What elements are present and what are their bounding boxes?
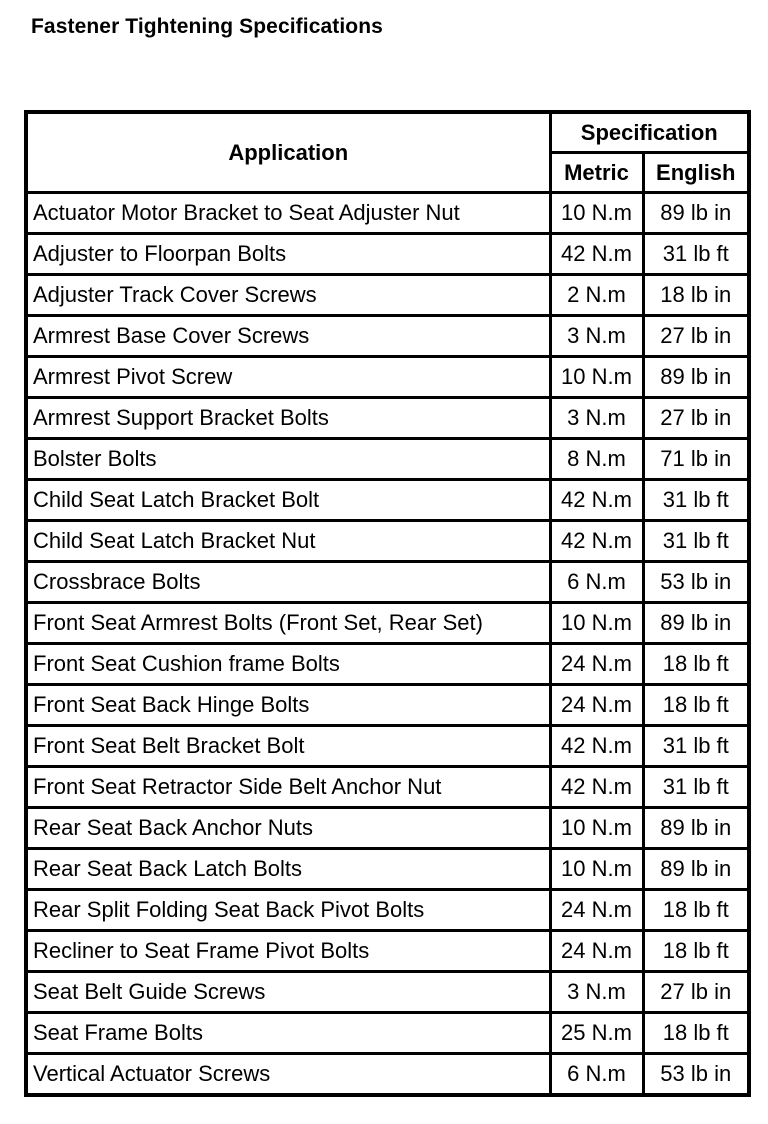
english-cell: 89 lb in (643, 849, 749, 890)
metric-cell: 42 N.m (550, 234, 643, 275)
application-cell: Child Seat Latch Bracket Bolt (26, 480, 550, 521)
table-row (26, 890, 749, 931)
english-cell: 89 lb in (643, 808, 749, 849)
english-header: English (643, 153, 749, 193)
table-row (26, 480, 749, 521)
english-cell: 31 lb ft (643, 480, 749, 521)
english-cell: 18 lb in (643, 275, 749, 316)
table-body (26, 193, 749, 1096)
application-cell: Rear Seat Back Latch Bolts (26, 849, 550, 890)
english-cell: 18 lb ft (643, 931, 749, 972)
page-title: Fastener Tightening Specifications (31, 15, 383, 38)
metric-cell: 24 N.m (550, 644, 643, 685)
application-cell: Front Seat Armrest Bolts (Front Set, Rear Set) (26, 603, 550, 644)
application-cell: Adjuster to Floorpan Bolts (26, 234, 550, 275)
table-row (26, 275, 749, 316)
english-cell: 27 lb in (643, 316, 749, 357)
application-cell: Armrest Base Cover Screws (26, 316, 550, 357)
table-row (26, 931, 749, 972)
table-row (26, 1013, 749, 1054)
fastener-spec-table (24, 110, 751, 1097)
english-cell: 89 lb in (643, 603, 749, 644)
english-cell: 31 lb ft (643, 767, 749, 808)
application-cell: Front Seat Retractor Side Belt Anchor Nut (26, 767, 550, 808)
table-row (26, 644, 749, 685)
application-cell: Bolster Bolts (26, 439, 550, 480)
table-header (26, 112, 749, 193)
metric-cell: 10 N.m (550, 357, 643, 398)
table-row (26, 316, 749, 357)
application-cell: Crossbrace Bolts (26, 562, 550, 603)
table-row (26, 972, 749, 1013)
application-cell: Front Seat Back Hinge Bolts (26, 685, 550, 726)
table-row (26, 685, 749, 726)
application-cell: Front Seat Belt Bracket Bolt (26, 726, 550, 767)
metric-cell: 3 N.m (550, 972, 643, 1013)
application-cell: Adjuster Track Cover Screws (26, 275, 550, 316)
table-row (26, 603, 749, 644)
metric-cell: 10 N.m (550, 808, 643, 849)
application-header: Application (26, 112, 550, 193)
table-row (26, 398, 749, 439)
table-row (26, 521, 749, 562)
table-row (26, 849, 749, 890)
english-cell: 18 lb ft (643, 644, 749, 685)
metric-cell: 10 N.m (550, 603, 643, 644)
application-cell: Vertical Actuator Screws (26, 1054, 550, 1096)
metric-cell: 24 N.m (550, 685, 643, 726)
application-cell: Seat Frame Bolts (26, 1013, 550, 1054)
english-cell: 18 lb ft (643, 685, 749, 726)
application-cell: Child Seat Latch Bracket Nut (26, 521, 550, 562)
english-cell: 31 lb ft (643, 234, 749, 275)
metric-cell: 42 N.m (550, 726, 643, 767)
metric-cell: 24 N.m (550, 931, 643, 972)
application-cell: Actuator Motor Bracket to Seat Adjuster Nut (26, 193, 550, 234)
application-cell: Seat Belt Guide Screws (26, 972, 550, 1013)
metric-cell: 6 N.m (550, 562, 643, 603)
english-cell: 71 lb in (643, 439, 749, 480)
table-row (26, 193, 749, 234)
application-cell: Armrest Support Bracket Bolts (26, 398, 550, 439)
table-row (26, 1054, 749, 1096)
application-cell: Rear Seat Back Anchor Nuts (26, 808, 550, 849)
table-row (26, 726, 749, 767)
table-row (26, 562, 749, 603)
metric-cell: 42 N.m (550, 767, 643, 808)
metric-cell: 24 N.m (550, 890, 643, 931)
metric-cell: 25 N.m (550, 1013, 643, 1054)
table-row (26, 808, 749, 849)
metric-cell: 10 N.m (550, 193, 643, 234)
table-row (26, 767, 749, 808)
metric-cell: 3 N.m (550, 316, 643, 357)
english-cell: 53 lb in (643, 562, 749, 603)
application-cell: Recliner to Seat Frame Pivot Bolts (26, 931, 550, 972)
metric-cell: 10 N.m (550, 849, 643, 890)
specification-header: Specification (550, 112, 749, 153)
english-cell: 18 lb ft (643, 1013, 749, 1054)
english-cell: 31 lb ft (643, 726, 749, 767)
application-cell: Armrest Pivot Screw (26, 357, 550, 398)
application-cell: Front Seat Cushion frame Bolts (26, 644, 550, 685)
english-cell: 27 lb in (643, 972, 749, 1013)
metric-cell: 42 N.m (550, 480, 643, 521)
metric-cell: 2 N.m (550, 275, 643, 316)
metric-cell: 3 N.m (550, 398, 643, 439)
english-cell: 31 lb ft (643, 521, 749, 562)
english-cell: 89 lb in (643, 357, 749, 398)
english-cell: 53 lb in (643, 1054, 749, 1096)
table-row (26, 439, 749, 480)
english-cell: 27 lb in (643, 398, 749, 439)
application-cell: Rear Split Folding Seat Back Pivot Bolts (26, 890, 550, 931)
metric-cell: 42 N.m (550, 521, 643, 562)
metric-header: Metric (550, 153, 643, 193)
table-row (26, 234, 749, 275)
table-row (26, 357, 749, 398)
metric-cell: 8 N.m (550, 439, 643, 480)
english-cell: 18 lb ft (643, 890, 749, 931)
metric-cell: 6 N.m (550, 1054, 643, 1096)
english-cell: 89 lb in (643, 193, 749, 234)
